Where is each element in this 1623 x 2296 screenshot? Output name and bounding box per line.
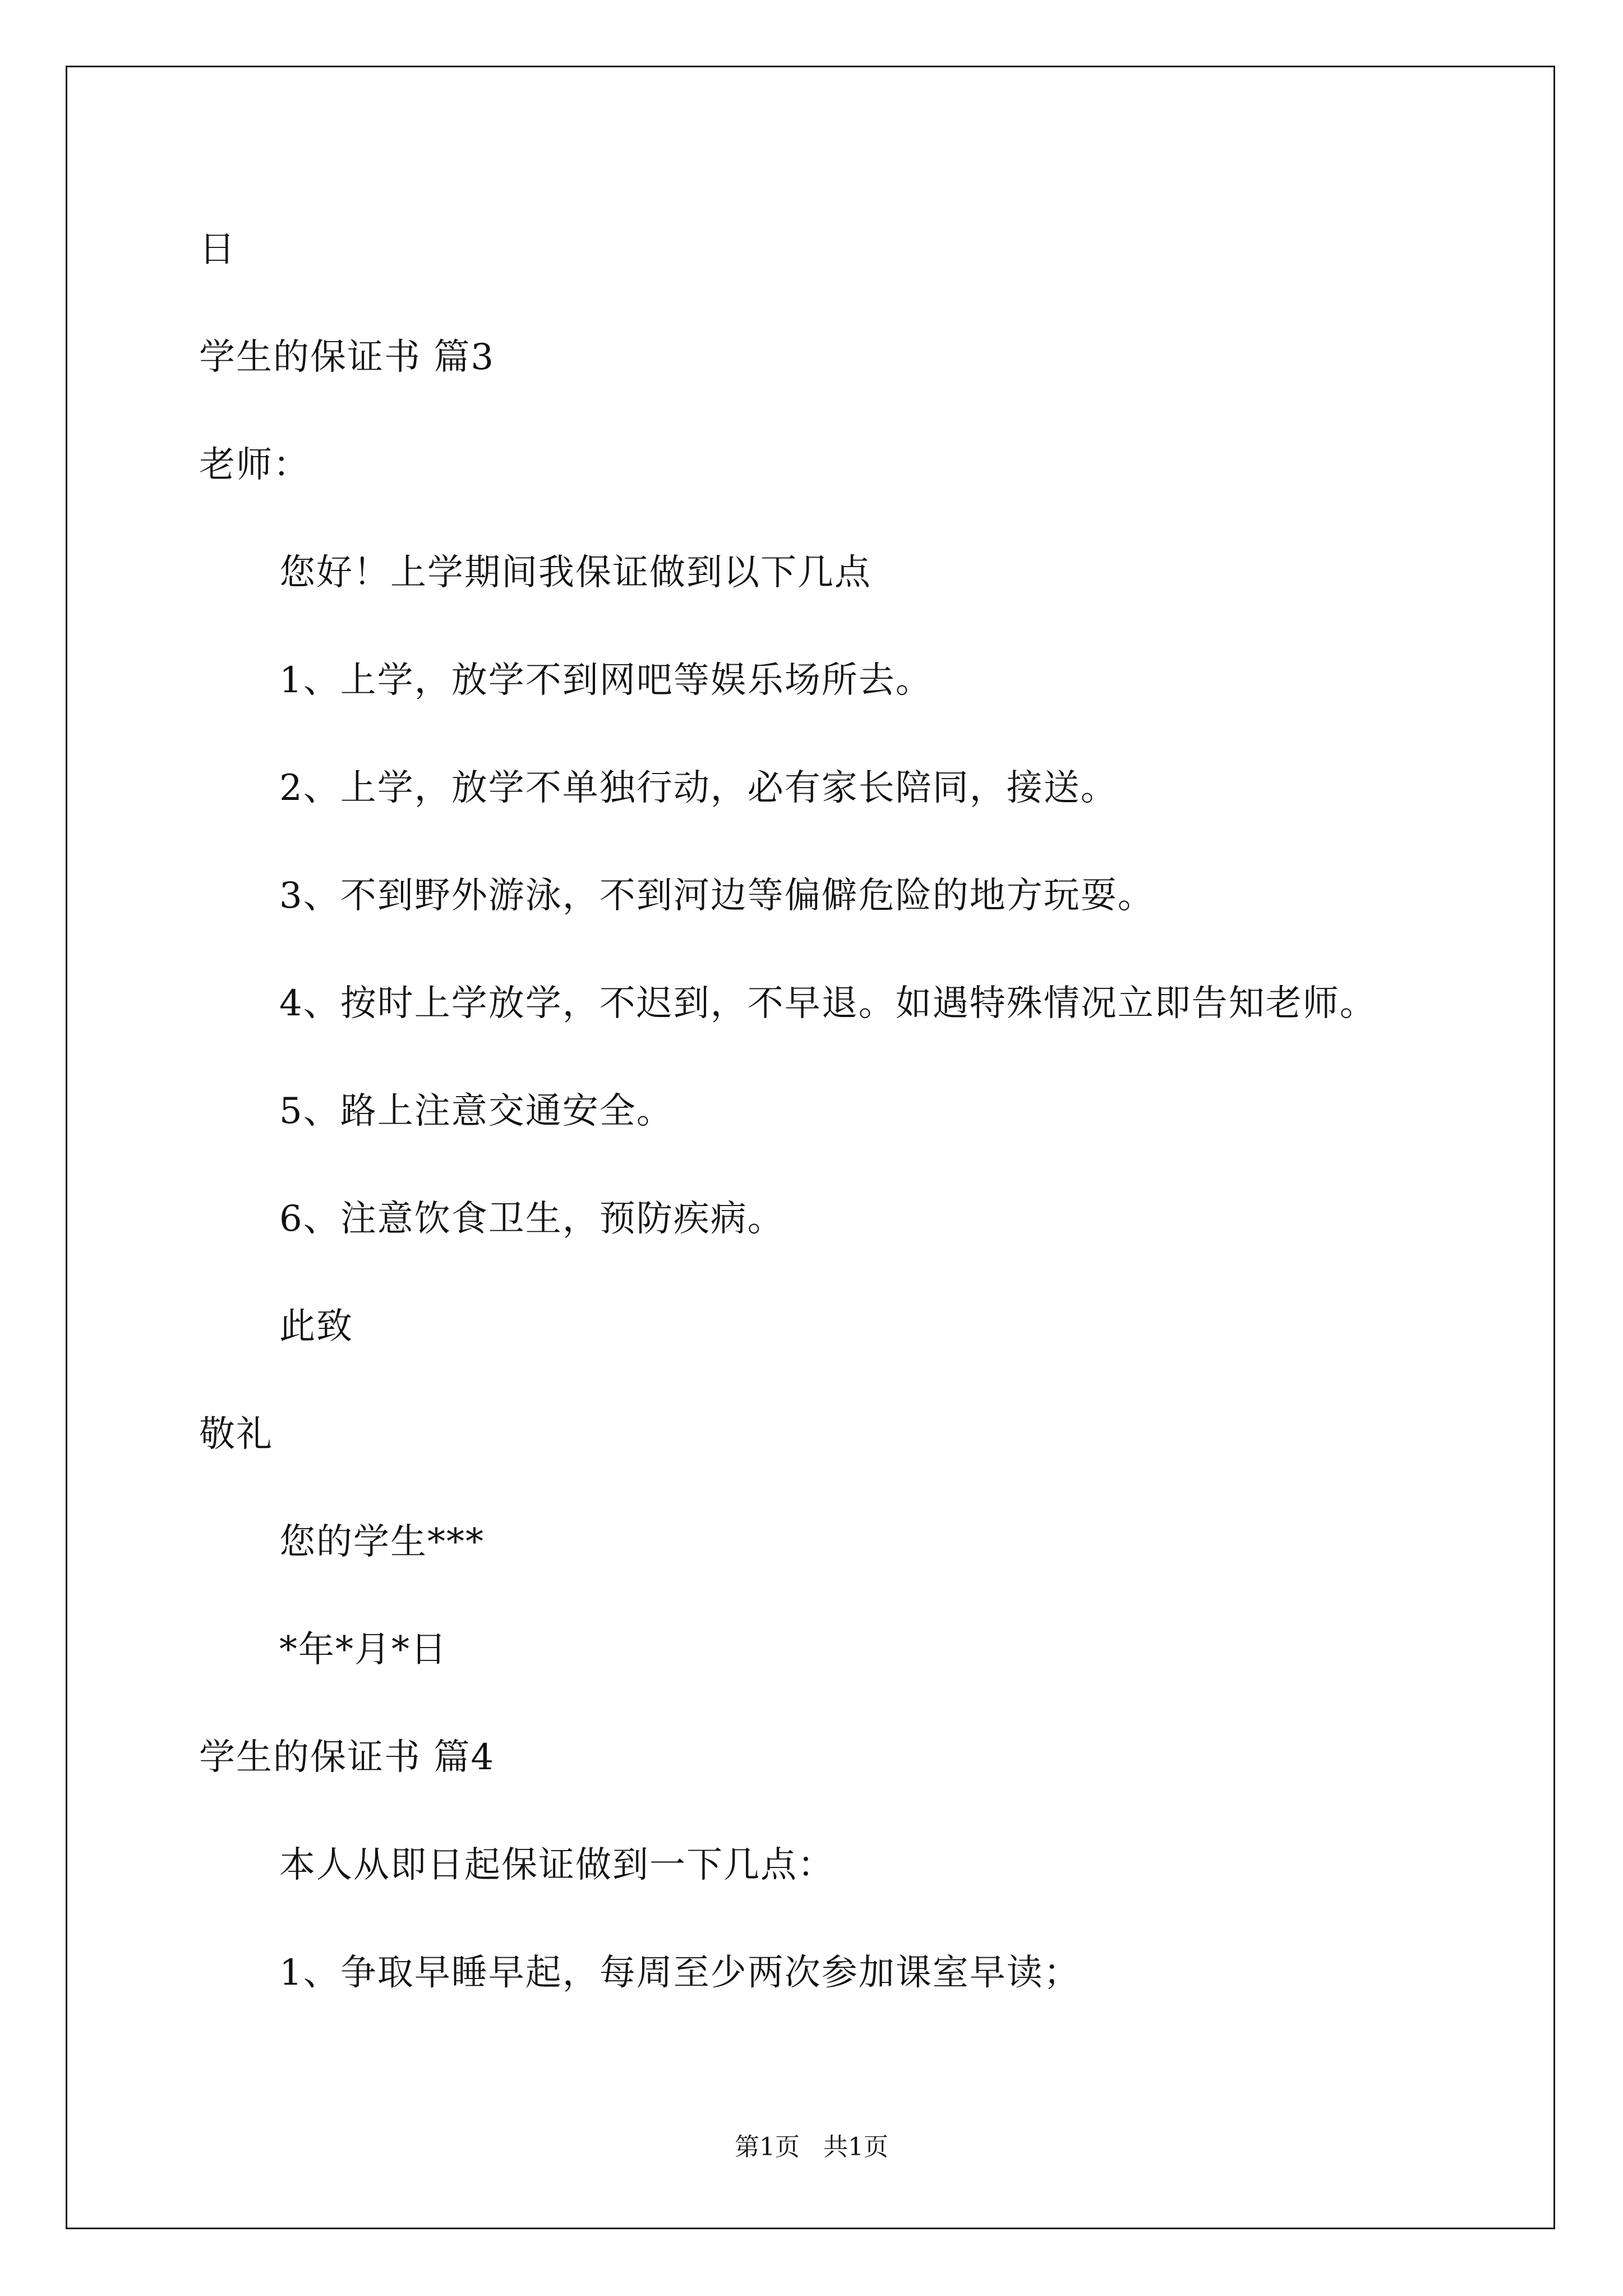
section-heading-4: 学生的保证书 篇4	[199, 1737, 495, 1778]
intro-paragraph: 本人从即日起保证做到一下几点：	[279, 1844, 834, 1886]
greeting-paragraph: 您好！上学期间我保证做到以下几点	[279, 552, 872, 593]
list-item-5: 5、路上注意交通安全。	[279, 1091, 674, 1132]
page-border	[66, 66, 1555, 2229]
list-item-2: 2、上学，放学不单独行动，必有家长陪同，接送。	[279, 767, 1118, 809]
list-item-4: 4、按时上学放学，不迟到，不早退。如遇特殊情况立即告知老师。	[279, 983, 1377, 1024]
salutation: 老师：	[199, 444, 310, 486]
page-footer: 第1页 共1页	[735, 2133, 888, 2161]
signature-line: 您的学生***	[279, 1521, 485, 1563]
section-heading-3: 学生的保证书 篇3	[199, 337, 495, 378]
list-item-1: 1、上学，放学不到网吧等娱乐场所去。	[279, 660, 933, 701]
list-item-1-section-4: 1、争取早睡早起，每周至少两次参加课室早读；	[279, 1952, 1081, 1994]
text-line-date-fragment: 日	[199, 229, 236, 270]
list-item-6: 6、注意饮食卫生，预防疾病。	[279, 1198, 785, 1240]
closing-salute: 敬礼	[199, 1414, 273, 1455]
list-item-3: 3、不到野外游泳，不到河边等偏僻危险的地方玩耍。	[279, 875, 1155, 917]
closing-phrase: 此致	[279, 1306, 353, 1347]
date-line: *年*月*日	[279, 1629, 448, 1671]
